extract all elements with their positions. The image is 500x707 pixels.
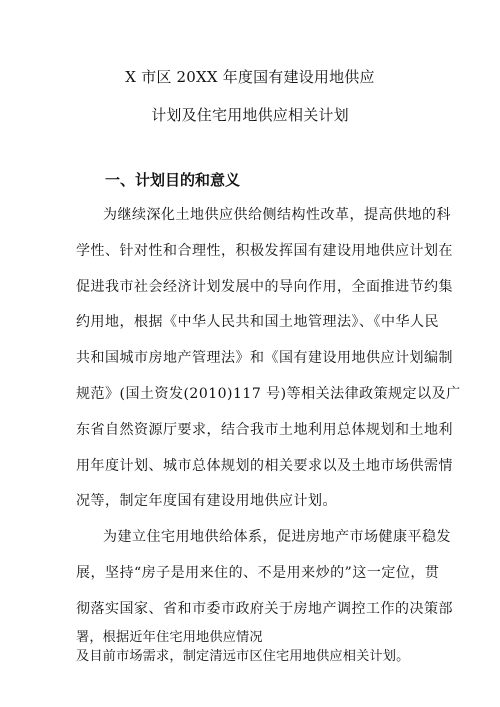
paragraph-2-line: 署，根据近年住宅用地供应情况 xyxy=(76,630,263,645)
paragraph-2-line: 及目前市场需求，制定清远市区住宅用地供应相关计划。 xyxy=(76,649,410,664)
paragraph-1-line: 共和国城市房地产管理法》和《国有建设用地供应计划编制 xyxy=(76,350,453,366)
paragraph-1-line: 规范》(国土资发(2010)117 号)等相关法律政策规定以及广 xyxy=(76,386,461,402)
paragraph-1-line: 学性、针对性和合理性，积极发挥国有建设用地供应计划在 xyxy=(76,243,453,259)
document-title-line-1: X 市区 20XX 年度国有建设用地供应 xyxy=(125,68,375,86)
paragraph-1-line: 况等，制定年度国有建设用地供应计划。 xyxy=(76,493,337,509)
document-title-line-2: 计划及住宅用地供应相关计划 xyxy=(151,106,349,124)
paragraph-2-line: 彻落实国家、省和市委市政府关于房地产调控工作的决策部 xyxy=(76,601,453,617)
paragraph-1-line: 为继续深化土地供应供给侧结构性改革，提高供地的科 xyxy=(103,207,451,223)
paragraph-2-line: 展，坚持“房子是用来住的、不是用来炒的”这一定位，贯 xyxy=(76,565,440,581)
paragraph-1-line: 约用地，根据《中华人民共和国土地管理法》、《中华人民 xyxy=(76,314,439,330)
paragraph-1-line: 东省自然资源厅要求，结合我市土地利用总体规划和土地利 xyxy=(76,422,453,438)
paragraph-1-line: 促进我市社会经济计划发展中的导向作用，全面推进节约集 xyxy=(76,279,453,295)
paragraph-2-line: 为建立住宅用地供给体系，促进房地产市场健康平稳发 xyxy=(103,529,451,545)
section-heading: 一、计划目的和意义 xyxy=(105,171,241,189)
paragraph-1-line: 用年度计划、城市总体规划的相关要求以及土地市场供需情 xyxy=(76,458,453,474)
